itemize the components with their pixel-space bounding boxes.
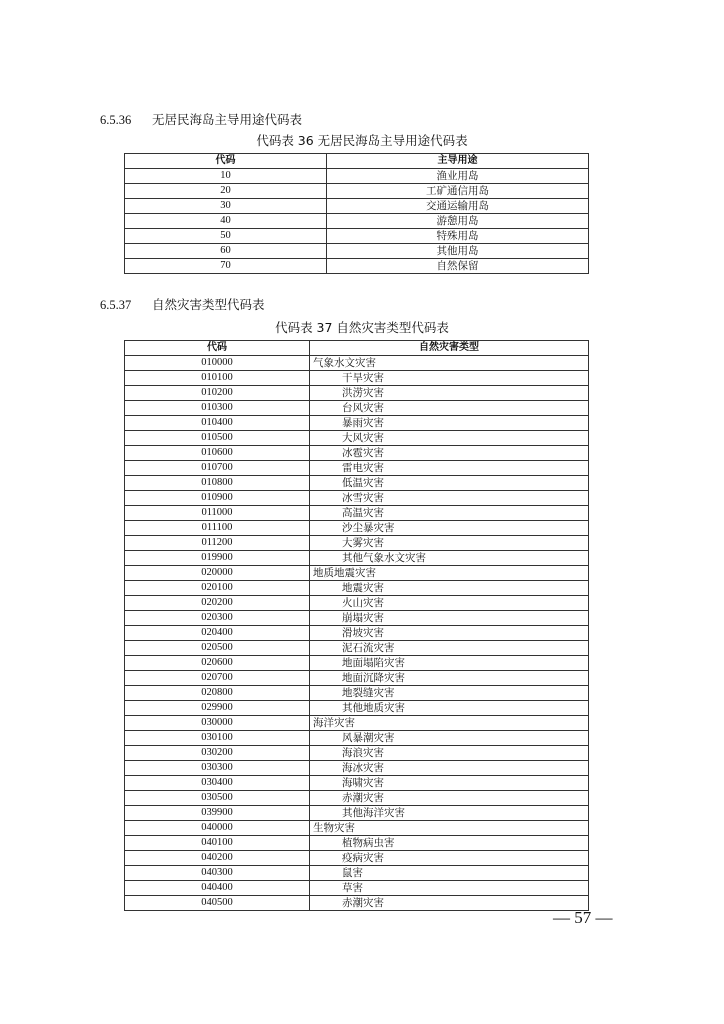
code-cell: 020200 — [125, 596, 310, 611]
table-row — [125, 401, 589, 416]
code-cell: 50 — [125, 229, 327, 244]
column-header-disaster-type: 自然灾害类型 — [310, 341, 589, 356]
name-cell: 洪涝灾害 — [310, 386, 589, 401]
column-header-code: 代码 — [125, 341, 310, 356]
name-cell: 其他地质灾害 — [310, 701, 589, 716]
name-cell: 特殊用岛 — [327, 229, 589, 244]
name-cell: 雷电灾害 — [310, 461, 589, 476]
code-cell: 020100 — [125, 581, 310, 596]
name-cell: 气象水文灾害 — [310, 356, 589, 371]
table-row — [125, 776, 589, 791]
name-cell: 其他海洋灾害 — [310, 806, 589, 821]
table-row — [125, 551, 589, 566]
code-cell: 010000 — [125, 356, 310, 371]
name-cell: 冰雪灾害 — [310, 491, 589, 506]
name-cell: 海浪灾害 — [310, 746, 589, 761]
code-cell: 020400 — [125, 626, 310, 641]
name-cell: 台风灾害 — [310, 401, 589, 416]
name-cell: 干旱灾害 — [310, 371, 589, 386]
table-row — [125, 611, 589, 626]
code-cell: 011100 — [125, 521, 310, 536]
code-cell: 011200 — [125, 536, 310, 551]
code-cell: 010200 — [125, 386, 310, 401]
code-cell: 20 — [125, 184, 327, 199]
table-row — [125, 259, 589, 274]
section-heading-36 — [100, 110, 302, 128]
table-row — [125, 536, 589, 551]
table-row — [125, 686, 589, 701]
section-title: 自然灾害类型代码表 — [152, 297, 265, 312]
table-row — [125, 476, 589, 491]
code-cell: 010500 — [125, 431, 310, 446]
code-cell: 040100 — [125, 836, 310, 851]
code-cell: 040500 — [125, 896, 310, 911]
table-row — [125, 716, 589, 731]
name-cell: 赤潮灾害 — [310, 791, 589, 806]
name-cell: 其他气象水文灾害 — [310, 551, 589, 566]
code-cell: 40 — [125, 214, 327, 229]
code-cell: 030500 — [125, 791, 310, 806]
code-cell: 020800 — [125, 686, 310, 701]
table-row — [125, 371, 589, 386]
table-row — [125, 656, 589, 671]
table-row — [125, 581, 589, 596]
name-cell: 赤潮灾害 — [310, 896, 589, 911]
table-row — [125, 791, 589, 806]
table-row — [125, 184, 589, 199]
code-cell: 030200 — [125, 746, 310, 761]
code-cell: 010700 — [125, 461, 310, 476]
code-cell: 020300 — [125, 611, 310, 626]
page-number: — 57 — — [553, 908, 613, 927]
table-row — [125, 746, 589, 761]
code-cell: 020000 — [125, 566, 310, 581]
code-cell: 020500 — [125, 641, 310, 656]
name-cell: 工矿通信用岛 — [327, 184, 589, 199]
table-row — [125, 356, 589, 371]
name-cell: 地面塌陷灾害 — [310, 656, 589, 671]
name-cell: 海冰灾害 — [310, 761, 589, 776]
code-cell: 020600 — [125, 656, 310, 671]
code-cell: 30 — [125, 199, 327, 214]
name-cell: 植物病虫害 — [310, 836, 589, 851]
name-cell: 其他用岛 — [327, 244, 589, 259]
table-row — [125, 431, 589, 446]
table-row — [125, 671, 589, 686]
name-cell: 暴雨灾害 — [310, 416, 589, 431]
code-cell: 029900 — [125, 701, 310, 716]
section-number: 6.5.36 — [100, 113, 132, 127]
name-cell: 大雾灾害 — [310, 536, 589, 551]
code-cell: 040000 — [125, 821, 310, 836]
table-row — [125, 491, 589, 506]
name-cell: 交通运输用岛 — [327, 199, 589, 214]
table-header-row — [125, 154, 589, 169]
table-row — [125, 806, 589, 821]
code-cell: 10 — [125, 169, 327, 184]
code-cell: 010900 — [125, 491, 310, 506]
name-cell: 渔业用岛 — [327, 169, 589, 184]
table-row — [125, 596, 589, 611]
table-row — [125, 199, 589, 214]
table-row — [125, 761, 589, 776]
name-cell: 冰雹灾害 — [310, 446, 589, 461]
code-cell: 039900 — [125, 806, 310, 821]
name-cell: 疫病灾害 — [310, 851, 589, 866]
table-row — [125, 214, 589, 229]
table-row — [125, 896, 589, 911]
code-table-37 — [124, 340, 589, 911]
code-cell: 010800 — [125, 476, 310, 491]
code-cell: 010300 — [125, 401, 310, 416]
code-cell: 040400 — [125, 881, 310, 896]
name-cell: 地面沉降灾害 — [310, 671, 589, 686]
name-cell: 沙尘暴灾害 — [310, 521, 589, 536]
name-cell: 风暴潮灾害 — [310, 731, 589, 746]
name-cell: 生物灾害 — [310, 821, 589, 836]
name-cell: 鼠害 — [310, 866, 589, 881]
name-cell: 游憩用岛 — [327, 214, 589, 229]
name-cell: 低温灾害 — [310, 476, 589, 491]
name-cell: 滑坡灾害 — [310, 626, 589, 641]
code-cell: 70 — [125, 259, 327, 274]
code-cell: 030000 — [125, 716, 310, 731]
table-caption-36: 代码表 36 无居民海岛主导用途代码表 — [256, 133, 468, 148]
name-cell: 泥石流灾害 — [310, 641, 589, 656]
table-row — [125, 506, 589, 521]
name-cell: 海洋灾害 — [310, 716, 589, 731]
table-row — [125, 229, 589, 244]
name-cell: 草害 — [310, 881, 589, 896]
name-cell: 大风灾害 — [310, 431, 589, 446]
name-cell: 崩塌灾害 — [310, 611, 589, 626]
code-cell: 011000 — [125, 506, 310, 521]
table-row — [125, 866, 589, 881]
table-row — [125, 731, 589, 746]
table-row — [125, 881, 589, 896]
table-row — [125, 169, 589, 184]
table-row — [125, 446, 589, 461]
code-cell: 030100 — [125, 731, 310, 746]
name-cell: 高温灾害 — [310, 506, 589, 521]
name-cell: 地质地震灾害 — [310, 566, 589, 581]
table-row — [125, 521, 589, 536]
name-cell: 海啸灾害 — [310, 776, 589, 791]
column-header-code: 代码 — [125, 154, 327, 169]
table-row — [125, 566, 589, 581]
code-cell: 020700 — [125, 671, 310, 686]
code-cell: 040300 — [125, 866, 310, 881]
code-cell: 60 — [125, 244, 327, 259]
table-row — [125, 244, 589, 259]
code-cell: 030400 — [125, 776, 310, 791]
section-title: 无居民海岛主导用途代码表 — [152, 112, 303, 127]
code-cell: 030300 — [125, 761, 310, 776]
code-cell: 010600 — [125, 446, 310, 461]
table-header-row — [125, 341, 589, 356]
column-header-usage: 主导用途 — [327, 154, 589, 169]
table-caption-37: 代码表 37 自然灾害类型代码表 — [275, 320, 449, 335]
table-row — [125, 836, 589, 851]
code-table-36 — [124, 153, 589, 274]
section-heading-37 — [100, 295, 265, 313]
name-cell: 自然保留 — [327, 259, 589, 274]
code-cell: 019900 — [125, 551, 310, 566]
table-row — [125, 641, 589, 656]
name-cell: 地震灾害 — [310, 581, 589, 596]
table-row — [125, 851, 589, 866]
code-cell: 040200 — [125, 851, 310, 866]
code-cell: 010400 — [125, 416, 310, 431]
table-row — [125, 461, 589, 476]
name-cell: 火山灾害 — [310, 596, 589, 611]
table-row — [125, 701, 589, 716]
code-cell: 010100 — [125, 371, 310, 386]
table-row — [125, 821, 589, 836]
table-row — [125, 386, 589, 401]
table-row — [125, 626, 589, 641]
name-cell: 地裂缝灾害 — [310, 686, 589, 701]
table-row — [125, 416, 589, 431]
section-number: 6.5.37 — [100, 298, 132, 312]
